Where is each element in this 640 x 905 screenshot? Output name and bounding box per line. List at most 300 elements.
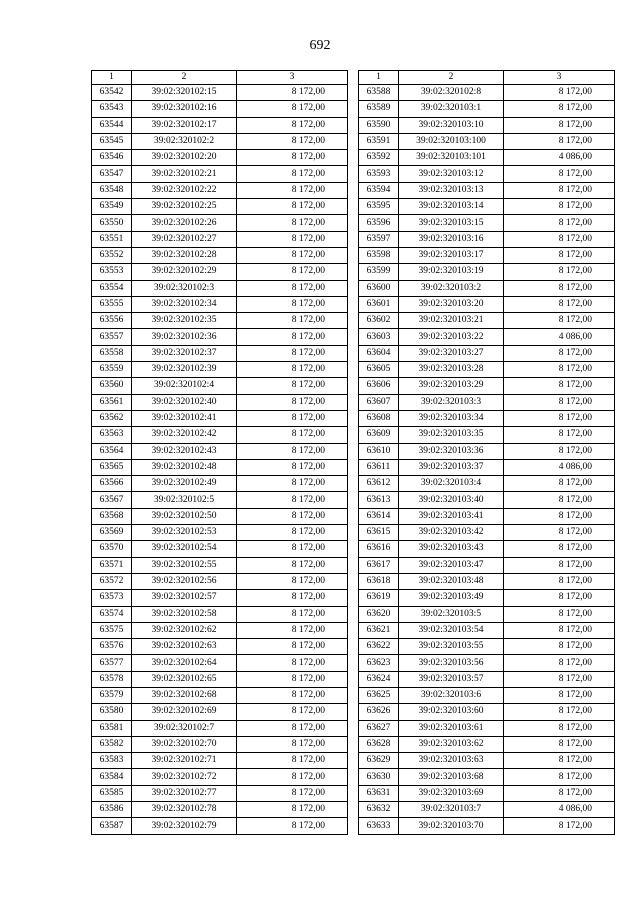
cadastral-number-cell: 39:02:320102:8 xyxy=(399,85,504,101)
amount-cell: 8 172,00 xyxy=(237,818,348,834)
cadastral-number-cell: 39:02:320103:54 xyxy=(399,622,504,638)
amount-cell: 8 172,00 xyxy=(237,671,348,687)
table-row xyxy=(359,573,615,589)
cadastral-number-cell: 39:02:320102:48 xyxy=(132,459,237,475)
amount-cell: 4 086,00 xyxy=(504,329,615,345)
column-header-2: 2 xyxy=(399,71,504,85)
cadastral-number-cell: 39:02:320103:5 xyxy=(399,606,504,622)
cadastral-number-cell: 39:02:320102:54 xyxy=(132,541,237,557)
cadastral-number-cell: 39:02:320103:56 xyxy=(399,655,504,671)
amount-cell: 8 172,00 xyxy=(504,280,615,296)
amount-cell: 8 172,00 xyxy=(237,280,348,296)
amount-cell: 8 172,00 xyxy=(237,296,348,312)
table-row xyxy=(92,736,348,752)
cadastral-number-cell: 39:02:320103:13 xyxy=(399,182,504,198)
cadastral-number-cell: 39:02:320102:16 xyxy=(132,101,237,117)
cadastral-number-cell: 39:02:320102:36 xyxy=(132,329,237,345)
table-row xyxy=(359,655,615,671)
amount-cell: 8 172,00 xyxy=(504,378,615,394)
table-row xyxy=(92,394,348,410)
cadastral-number-cell: 39:02:320103:17 xyxy=(399,247,504,263)
cadastral-number-cell: 39:02:320102:21 xyxy=(132,166,237,182)
row-number-cell: 63554 xyxy=(92,280,132,296)
amount-cell: 8 172,00 xyxy=(504,264,615,280)
table-row xyxy=(359,769,615,785)
amount-cell: 8 172,00 xyxy=(237,622,348,638)
amount-cell: 8 172,00 xyxy=(237,345,348,361)
amount-cell: 8 172,00 xyxy=(237,736,348,752)
row-number-cell: 63628 xyxy=(359,736,399,752)
amount-cell: 8 172,00 xyxy=(237,720,348,736)
row-number-cell: 63558 xyxy=(92,345,132,361)
row-number-cell: 63546 xyxy=(92,150,132,166)
cadastral-number-cell: 39:02:320102:57 xyxy=(132,590,237,606)
row-number-cell: 63621 xyxy=(359,622,399,638)
row-number-cell: 63611 xyxy=(359,459,399,475)
cadastral-number-cell: 39:02:320102:49 xyxy=(132,476,237,492)
cadastral-number-cell: 39:02:320103:100 xyxy=(399,133,504,149)
table-row xyxy=(92,378,348,394)
table-row xyxy=(359,704,615,720)
table-row xyxy=(92,622,348,638)
amount-cell: 8 172,00 xyxy=(504,785,615,801)
cadastral-number-cell: 39:02:320102:3 xyxy=(132,280,237,296)
row-number-cell: 63627 xyxy=(359,720,399,736)
cadastral-number-cell: 39:02:320103:63 xyxy=(399,753,504,769)
cadastral-number-cell: 39:02:320103:19 xyxy=(399,264,504,280)
amount-cell: 8 172,00 xyxy=(237,166,348,182)
table-row xyxy=(92,280,348,296)
row-number-cell: 63562 xyxy=(92,410,132,426)
table-row xyxy=(359,687,615,703)
row-number-cell: 63619 xyxy=(359,590,399,606)
amount-cell: 8 172,00 xyxy=(504,101,615,117)
cadastral-number-cell: 39:02:320103:36 xyxy=(399,443,504,459)
column-header-2: 2 xyxy=(132,71,237,85)
row-number-cell: 63601 xyxy=(359,296,399,312)
table-row xyxy=(92,264,348,280)
row-number-cell: 63630 xyxy=(359,769,399,785)
table-row xyxy=(92,704,348,720)
cadastral-number-cell: 39:02:320103:34 xyxy=(399,410,504,426)
amount-cell: 8 172,00 xyxy=(237,264,348,280)
table-row xyxy=(359,296,615,312)
table-row xyxy=(359,264,615,280)
cadastral-number-cell: 39:02:320102:50 xyxy=(132,508,237,524)
row-number-cell: 63589 xyxy=(359,101,399,117)
row-number-cell: 63618 xyxy=(359,573,399,589)
row-number-cell: 63569 xyxy=(92,525,132,541)
cadastral-number-cell: 39:02:320103:29 xyxy=(399,378,504,394)
table-row xyxy=(92,443,348,459)
table-row xyxy=(92,802,348,818)
table-row xyxy=(359,182,615,198)
table-row xyxy=(92,150,348,166)
cadastral-number-cell: 39:02:320102:34 xyxy=(132,296,237,312)
amount-cell: 8 172,00 xyxy=(504,769,615,785)
table-row xyxy=(92,345,348,361)
cadastral-number-cell: 39:02:320103:27 xyxy=(399,345,504,361)
row-number-cell: 63543 xyxy=(92,101,132,117)
amount-cell: 8 172,00 xyxy=(504,492,615,508)
table-row xyxy=(92,573,348,589)
row-number-cell: 63557 xyxy=(92,329,132,345)
table-row xyxy=(359,492,615,508)
cadastral-number-cell: 39:02:320103:1 xyxy=(399,101,504,117)
table-row xyxy=(92,215,348,231)
amount-cell: 8 172,00 xyxy=(237,443,348,459)
amount-cell: 8 172,00 xyxy=(504,687,615,703)
cadastral-number-cell: 39:02:320103:20 xyxy=(399,296,504,312)
table-row xyxy=(359,313,615,329)
table-row xyxy=(359,199,615,215)
amount-cell: 8 172,00 xyxy=(504,427,615,443)
row-number-cell: 63610 xyxy=(359,443,399,459)
table-row xyxy=(92,313,348,329)
table-row xyxy=(359,622,615,638)
amount-cell: 8 172,00 xyxy=(504,557,615,573)
row-number-cell: 63551 xyxy=(92,231,132,247)
table-row xyxy=(92,508,348,524)
row-number-cell: 63622 xyxy=(359,639,399,655)
table-row xyxy=(359,639,615,655)
amount-cell: 8 172,00 xyxy=(504,394,615,410)
cadastral-number-cell: 39:02:320103:70 xyxy=(399,818,504,834)
amount-cell: 8 172,00 xyxy=(504,671,615,687)
row-number-cell: 63556 xyxy=(92,313,132,329)
cadastral-number-cell: 39:02:320102:78 xyxy=(132,802,237,818)
row-number-cell: 63578 xyxy=(92,671,132,687)
table-row xyxy=(359,525,615,541)
table-row xyxy=(92,247,348,263)
row-number-cell: 63565 xyxy=(92,459,132,475)
row-number-cell: 63576 xyxy=(92,639,132,655)
row-number-cell: 63605 xyxy=(359,362,399,378)
cadastral-number-cell: 39:02:320103:35 xyxy=(399,427,504,443)
amount-cell: 8 172,00 xyxy=(504,476,615,492)
cadastral-number-cell: 39:02:320102:65 xyxy=(132,671,237,687)
cadastral-number-cell: 39:02:320102:2 xyxy=(132,133,237,149)
amount-cell: 8 172,00 xyxy=(504,362,615,378)
amount-cell: 8 172,00 xyxy=(237,247,348,263)
row-number-cell: 63593 xyxy=(359,166,399,182)
amount-cell: 8 172,00 xyxy=(237,476,348,492)
amount-cell: 8 172,00 xyxy=(237,802,348,818)
right-table-body xyxy=(359,85,615,835)
table-row xyxy=(359,753,615,769)
table-row xyxy=(92,85,348,101)
row-number-cell: 63573 xyxy=(92,590,132,606)
row-number-cell: 63616 xyxy=(359,541,399,557)
table-row xyxy=(92,410,348,426)
amount-cell: 4 086,00 xyxy=(504,459,615,475)
amount-cell: 8 172,00 xyxy=(504,704,615,720)
table-row xyxy=(359,117,615,133)
table-row xyxy=(92,557,348,573)
cadastral-number-cell: 39:02:320102:17 xyxy=(132,117,237,133)
cadastral-number-cell: 39:02:320103:48 xyxy=(399,573,504,589)
cadastral-number-cell: 39:02:320103:40 xyxy=(399,492,504,508)
cadastral-number-cell: 39:02:320103:28 xyxy=(399,362,504,378)
cadastral-number-cell: 39:02:320102:26 xyxy=(132,215,237,231)
row-number-cell: 63609 xyxy=(359,427,399,443)
row-number-cell: 63545 xyxy=(92,133,132,149)
amount-cell: 8 172,00 xyxy=(504,606,615,622)
row-number-cell: 63624 xyxy=(359,671,399,687)
table-row xyxy=(359,736,615,752)
row-number-cell: 63588 xyxy=(359,85,399,101)
table-row xyxy=(92,769,348,785)
row-number-cell: 63553 xyxy=(92,264,132,280)
cadastral-number-cell: 39:02:320102:41 xyxy=(132,410,237,426)
table-row xyxy=(359,802,615,818)
amount-cell: 8 172,00 xyxy=(504,720,615,736)
cadastral-number-cell: 39:02:320102:63 xyxy=(132,639,237,655)
cadastral-number-cell: 39:02:320102:68 xyxy=(132,687,237,703)
table-row xyxy=(359,345,615,361)
table-row xyxy=(92,541,348,557)
cadastral-number-cell: 39:02:320102:62 xyxy=(132,622,237,638)
row-number-cell: 63577 xyxy=(92,655,132,671)
cadastral-number-cell: 39:02:320102:43 xyxy=(132,443,237,459)
amount-cell: 8 172,00 xyxy=(237,378,348,394)
amount-cell: 8 172,00 xyxy=(504,215,615,231)
column-header-3: 3 xyxy=(504,71,615,85)
row-number-cell: 63626 xyxy=(359,704,399,720)
table-row xyxy=(92,785,348,801)
cadastral-number-cell: 39:02:320103:68 xyxy=(399,769,504,785)
table-row xyxy=(92,231,348,247)
table-row xyxy=(359,166,615,182)
cadastral-number-cell: 39:02:320103:22 xyxy=(399,329,504,345)
amount-cell: 8 172,00 xyxy=(237,525,348,541)
amount-cell: 8 172,00 xyxy=(237,687,348,703)
amount-cell: 4 086,00 xyxy=(504,802,615,818)
row-number-cell: 63566 xyxy=(92,476,132,492)
cadastral-number-cell: 39:02:320102:58 xyxy=(132,606,237,622)
cadastral-number-cell: 39:02:320102:29 xyxy=(132,264,237,280)
amount-cell: 8 172,00 xyxy=(504,818,615,834)
amount-cell: 8 172,00 xyxy=(237,573,348,589)
cadastral-number-cell: 39:02:320103:2 xyxy=(399,280,504,296)
amount-cell: 8 172,00 xyxy=(504,410,615,426)
cadastral-number-cell: 39:02:320102:53 xyxy=(132,525,237,541)
row-number-cell: 63604 xyxy=(359,345,399,361)
row-number-cell: 63603 xyxy=(359,329,399,345)
amount-cell: 8 172,00 xyxy=(237,541,348,557)
row-number-cell: 63607 xyxy=(359,394,399,410)
right-table xyxy=(358,70,615,835)
table-row xyxy=(92,459,348,475)
amount-cell: 8 172,00 xyxy=(504,443,615,459)
amount-cell: 8 172,00 xyxy=(504,231,615,247)
cadastral-number-cell: 39:02:320102:72 xyxy=(132,769,237,785)
amount-cell: 8 172,00 xyxy=(237,117,348,133)
table-row xyxy=(359,394,615,410)
amount-cell: 8 172,00 xyxy=(504,345,615,361)
table-row xyxy=(359,231,615,247)
amount-cell: 8 172,00 xyxy=(237,769,348,785)
cadastral-number-cell: 39:02:320103:10 xyxy=(399,117,504,133)
table-row xyxy=(92,687,348,703)
amount-cell: 4 086,00 xyxy=(504,150,615,166)
amount-cell: 8 172,00 xyxy=(504,541,615,557)
amount-cell: 8 172,00 xyxy=(504,508,615,524)
amount-cell: 8 172,00 xyxy=(237,606,348,622)
amount-cell: 8 172,00 xyxy=(504,133,615,149)
cadastral-number-cell: 39:02:320103:57 xyxy=(399,671,504,687)
row-number-cell: 63567 xyxy=(92,492,132,508)
row-number-cell: 63612 xyxy=(359,476,399,492)
row-number-cell: 63623 xyxy=(359,655,399,671)
table-header-row xyxy=(359,71,615,85)
table-row xyxy=(359,150,615,166)
row-number-cell: 63602 xyxy=(359,313,399,329)
amount-cell: 8 172,00 xyxy=(504,639,615,655)
amount-cell: 8 172,00 xyxy=(237,101,348,117)
cadastral-number-cell: 39:02:320102:64 xyxy=(132,655,237,671)
row-number-cell: 63599 xyxy=(359,264,399,280)
table-row xyxy=(359,101,615,117)
table-row xyxy=(92,639,348,655)
amount-cell: 8 172,00 xyxy=(504,736,615,752)
table-row xyxy=(92,720,348,736)
table-row xyxy=(359,606,615,622)
row-number-cell: 63587 xyxy=(92,818,132,834)
cadastral-number-cell: 39:02:320103:49 xyxy=(399,590,504,606)
amount-cell: 8 172,00 xyxy=(237,394,348,410)
table-row xyxy=(92,492,348,508)
amount-cell: 8 172,00 xyxy=(237,508,348,524)
cadastral-number-cell: 39:02:320103:37 xyxy=(399,459,504,475)
row-number-cell: 63561 xyxy=(92,394,132,410)
row-number-cell: 63597 xyxy=(359,231,399,247)
row-number-cell: 63620 xyxy=(359,606,399,622)
amount-cell: 8 172,00 xyxy=(504,525,615,541)
row-number-cell: 63542 xyxy=(92,85,132,101)
amount-cell: 8 172,00 xyxy=(504,753,615,769)
amount-cell: 8 172,00 xyxy=(237,329,348,345)
amount-cell: 8 172,00 xyxy=(237,410,348,426)
table-row xyxy=(359,785,615,801)
amount-cell: 8 172,00 xyxy=(504,296,615,312)
row-number-cell: 63615 xyxy=(359,525,399,541)
amount-cell: 8 172,00 xyxy=(237,133,348,149)
column-header-1: 1 xyxy=(92,71,132,85)
amount-cell: 8 172,00 xyxy=(237,427,348,443)
table-row xyxy=(92,101,348,117)
amount-cell: 8 172,00 xyxy=(237,85,348,101)
amount-cell: 8 172,00 xyxy=(237,313,348,329)
table-row xyxy=(92,818,348,834)
cadastral-number-cell: 39:02:320103:42 xyxy=(399,525,504,541)
row-number-cell: 63632 xyxy=(359,802,399,818)
cadastral-number-cell: 39:02:320103:16 xyxy=(399,231,504,247)
table-row xyxy=(359,557,615,573)
table-row xyxy=(92,427,348,443)
cadastral-number-cell: 39:02:320102:39 xyxy=(132,362,237,378)
amount-cell: 8 172,00 xyxy=(237,199,348,215)
table-row xyxy=(359,378,615,394)
amount-cell: 8 172,00 xyxy=(504,247,615,263)
row-number-cell: 63590 xyxy=(359,117,399,133)
cadastral-number-cell: 39:02:320102:42 xyxy=(132,427,237,443)
row-number-cell: 63613 xyxy=(359,492,399,508)
cadastral-number-cell: 39:02:320103:4 xyxy=(399,476,504,492)
cadastral-number-cell: 39:02:320103:69 xyxy=(399,785,504,801)
table-row xyxy=(359,476,615,492)
table-row xyxy=(359,720,615,736)
amount-cell: 8 172,00 xyxy=(237,362,348,378)
row-number-cell: 63548 xyxy=(92,182,132,198)
amount-cell: 8 172,00 xyxy=(237,150,348,166)
table-row xyxy=(359,590,615,606)
row-number-cell: 63571 xyxy=(92,557,132,573)
amount-cell: 8 172,00 xyxy=(504,313,615,329)
row-number-cell: 63592 xyxy=(359,150,399,166)
left-table xyxy=(91,70,348,835)
table-row xyxy=(92,476,348,492)
row-number-cell: 63581 xyxy=(92,720,132,736)
row-number-cell: 63600 xyxy=(359,280,399,296)
table-row xyxy=(92,753,348,769)
cadastral-number-cell: 39:02:320102:77 xyxy=(132,785,237,801)
table-row xyxy=(92,199,348,215)
amount-cell: 8 172,00 xyxy=(237,215,348,231)
table-row xyxy=(92,655,348,671)
row-number-cell: 63608 xyxy=(359,410,399,426)
cadastral-number-cell: 39:02:320103:3 xyxy=(399,394,504,410)
table-row xyxy=(359,329,615,345)
row-number-cell: 63596 xyxy=(359,215,399,231)
row-number-cell: 63617 xyxy=(359,557,399,573)
table-row xyxy=(92,329,348,345)
cadastral-number-cell: 39:02:320102:37 xyxy=(132,345,237,361)
cadastral-number-cell: 39:02:320102:15 xyxy=(132,85,237,101)
cadastral-number-cell: 39:02:320102:55 xyxy=(132,557,237,573)
cadastral-number-cell: 39:02:320102:70 xyxy=(132,736,237,752)
table-row xyxy=(92,296,348,312)
amount-cell: 8 172,00 xyxy=(504,622,615,638)
table-row xyxy=(92,182,348,198)
table-row xyxy=(359,85,615,101)
row-number-cell: 63549 xyxy=(92,199,132,215)
table-row xyxy=(359,459,615,475)
table-row xyxy=(359,410,615,426)
cadastral-number-cell: 39:02:320102:56 xyxy=(132,573,237,589)
cadastral-number-cell: 39:02:320102:7 xyxy=(132,720,237,736)
cadastral-number-cell: 39:02:320103:14 xyxy=(399,199,504,215)
cadastral-number-cell: 39:02:320102:25 xyxy=(132,199,237,215)
row-number-cell: 63544 xyxy=(92,117,132,133)
table-row xyxy=(92,606,348,622)
table-row xyxy=(359,443,615,459)
row-number-cell: 63580 xyxy=(92,704,132,720)
cadastral-number-cell: 39:02:320102:40 xyxy=(132,394,237,410)
table-row xyxy=(359,541,615,557)
row-number-cell: 63582 xyxy=(92,736,132,752)
row-number-cell: 63560 xyxy=(92,378,132,394)
row-number-cell: 63570 xyxy=(92,541,132,557)
amount-cell: 8 172,00 xyxy=(237,753,348,769)
cadastral-number-cell: 39:02:320102:20 xyxy=(132,150,237,166)
left-table-body xyxy=(92,85,348,835)
row-number-cell: 63547 xyxy=(92,166,132,182)
row-number-cell: 63575 xyxy=(92,622,132,638)
row-number-cell: 63563 xyxy=(92,427,132,443)
table-row xyxy=(359,818,615,834)
table-row xyxy=(92,525,348,541)
